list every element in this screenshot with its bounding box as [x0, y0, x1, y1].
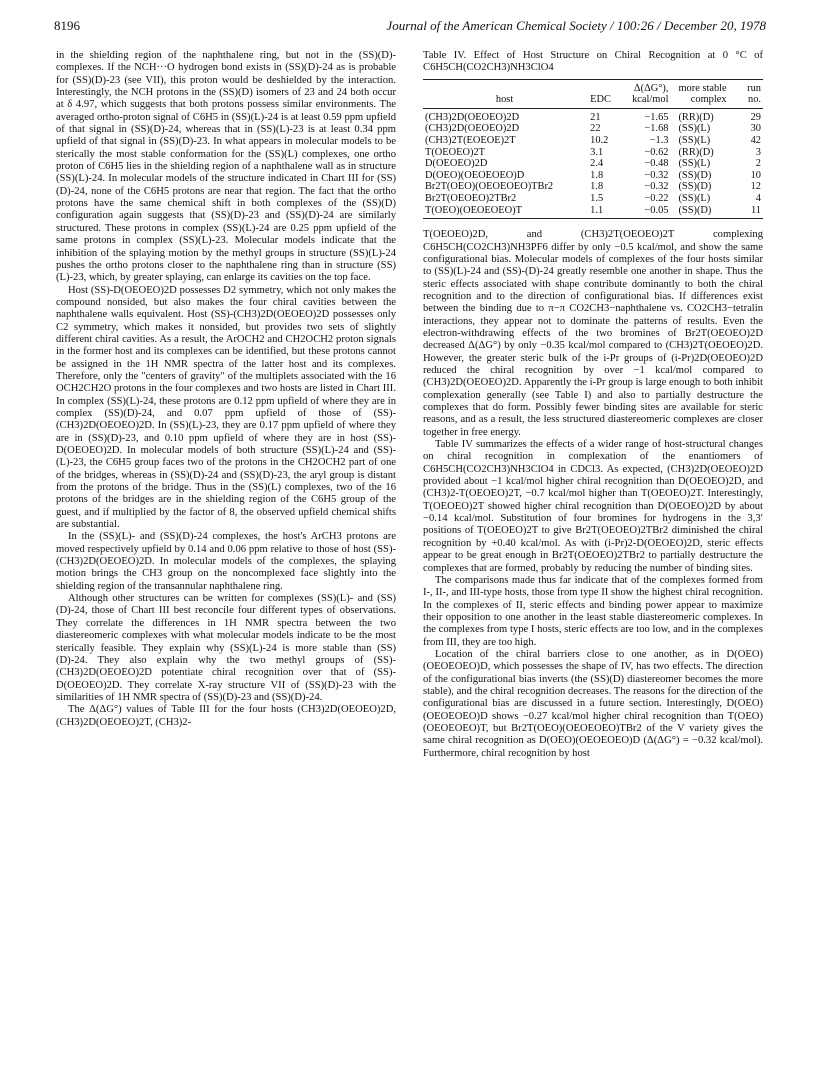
host-cell: Br2T(OEOEO)2TBr2	[425, 193, 517, 205]
run-cell: 30	[750, 123, 761, 135]
page-header	[54, 18, 766, 36]
delta-g-cell: −0.05	[619, 205, 676, 219]
paragraph: Although other structures can be written for complexes (SS)(L)- and (SS)(D)-24, those of Chart III best reconcile four different types of observations. They correlate the differences in 1H NMR spectra between the two diastereomeric complexes with what molecular models indicate to be the most sterically feasible. They explain why (SS)(L)-24 is more stable than (SS)(D)-24. They also explain why the two methyl groups of (SS)-(CH3)2D(OEOEO)2D potentiate chiral recognition over that of (SS)-D(OEOEO)2D. They correlate X-ray structure VII of (SS)(D)-23 with the similarities of 1H NMR spectra of (SS)(D)-23 and (SS)(D)-24.	[56, 593, 396, 703]
paragraph: T(OEOEO)2D, and (CH3)2T(OEOEO)2T complexing C6H5CH(CO2CH3)NH3PF6 differ by only −0.5 kcal/mol, and show the same configurational bias. Molecular models of complexes of the four hosts similar to (SS)(L)-24 and (SS)-(D)-24 greatly resemble one another in shape. Thus the steric effects associated with shape contribute dominantly to both the chiral recognition and to the direction of configurational bias. If differences exist between the binding due to π−π CO2CH3−naphthalene vs. CO2CH3−tetralin interactions, they appear not to dominate the patterns of results. Even the electron-withdrawing effects of the two bromines of Br2T(OEOEO)2D decreased Δ(ΔG°) by only −0.35 kcal/mol compared to (CH3)2T(OEOEO)2D. However, the greater steric bulk of the i-Pr groups of (i-Pr)2D(OEOEO)2D reduced the chiral recognition by over −1 kcal/mol compared to (CH3)2D(OEOEO)2D. Apparently the i-Pr group is large enough to both inhibit complexation generally (see Table I) and also to partially destructure the complexes that do form. Possibly fewer binding sites are available for steric reasons, and as a result, the less structured diastereomeric complexes are closer together in free energy.	[423, 229, 763, 438]
table-header-cell: no.	[741, 94, 763, 108]
delta-g-cell: −0.32	[644, 169, 669, 181]
run-cell: 11	[741, 205, 763, 219]
table-header-cell: EDC	[586, 94, 619, 108]
complex-cell: (SS)(L)	[678, 135, 711, 147]
journal-running-title: Journal of the American Chemical Society / 100:26 / December 20, 1978	[386, 18, 766, 33]
table-header-cell: run	[741, 79, 763, 94]
run-cell: 2	[755, 158, 761, 170]
complex-cell: (SS)(D)	[678, 169, 712, 181]
delta-g-cell: −1.65	[644, 111, 669, 123]
complex-cell: (SS)(D)	[676, 205, 740, 219]
edc-cell: 1.1	[586, 205, 619, 219]
paragraph: Host (SS)-D(OEOEO)2D possesses D2 symmetry, which not only makes the compound nonsided, but also makes the four chiral cavities between the naphthalene walls equivalent. Host (SS)-(CH3)2D(OEOEO)2D possesses only C2 symmetry, which makes it nonsided, but provides two sets of slightly different chiral cavities. As a result, the ArOCH2 and CH2OCH2 proton signals in the former host and its complexes can be identified, but these protons cannot be assigned in the 1H NMR spectra of the latter host and its complexes. Therefore, only the "centers of gravity" of the multiplets associated with the 16 OCH2CH2O protons in the four complexes and two hosts are listed in Chart III. In complex (SS)(L)-24, these protons are 0.12 ppm upfield of where they are in complex (SS)(D)-24, and 0.07 ppm upfield of those of (SS)-(CH3)2D(OEOEO)2D. In (SS)(L)-23, they are 0.17 ppm upfield of where they are in (SS)(D)-23, and 0.10 ppm upfield of where they are in host (SS)-D(OEOEO)2D. In molecular models of both structure (SS)(L)-24 and (SS)-(L)-23, the C6H5 group faces two of the protons in the CH2OCH2 part of one of the bridges, whereas in (SS)(D)-24 and (SS)(D)-23, the aryl group is distant from the protons of the bridge. Thus in the (SS)(L) complexes, two of the 16 protons of the bridges are in the shielding region of the C6H5 group of the guest, and if multiplied by the factor of 8, the observed upfield chemical shifts are substantial.	[56, 284, 396, 531]
table-row	[423, 123, 763, 135]
host-cell: (CH3)2T(EOEOE)2T	[425, 135, 516, 147]
delta-g-cell: −0.22	[644, 193, 669, 205]
complex-cell: (SS)(L)	[678, 158, 711, 170]
host-cell: D(OEO)(OEOEOEO)D	[425, 169, 525, 181]
delta-g-cell: −1.3	[649, 135, 669, 147]
edc-cell: 1.5	[590, 193, 604, 205]
delta-g-cell: −0.48	[644, 158, 669, 170]
complex-cell: (SS)(D)	[678, 181, 712, 193]
paragraph: The Δ(ΔG°) values of Table III for the four hosts (CH3)2D(OEOEO)2D, (CH3)2D(OEOEO)2T, (CH3)2-	[56, 704, 396, 728]
table-caption	[423, 50, 763, 75]
paragraph: in the shielding region of the naphthalene ring, but not in the (SS)(D)-complexes. If the NCH···O hydrogen bond exists in (SS)(D)-24 as is probable for (SS)(D)-23 (see VII), this proton would be deshielded by the interaction. Interestingly, the NCH protons in the (SS)(D) isomers of 23 and 24 both occur at δ 4.97, which suggests that both protons possess similar environments. The averaged ortho-proton signal of C6H5 in (SS)(L)-24 is at least 0.59 ppm upfield of that signal in (SS)(D)-24, whereas that in (SS)(L)-23 is at least 0.34 ppm upfield of that signal in (SS)(D)-23. In what appears in molecular models to be sterically the most stable conformation for the (SS)(L) complexes, one ortho proton of C6H5 lies in the shielding region of a naphthalene wall as in structure (SS)(L)-24. In molecular models of the structure indicated in Chart III for (SS)(D)-24, none of the C6H5 protons are near that region. The fact that the ortho protons have the same chemical shift in both complexes of the (SS)(D) configuration again suggests that (SS)(D)-23 and (SS)(D)-24 are similarly structured. These protons in complex (SS)(L)-24 are 0.25 ppm upfield of the same protons in complex (SS)(L)-23. Molecular models indicate that the inhibition of the splaying motion by the methyl groups in structure (SS)(L)-24 pushes the ortho protons closer to the naphthalene ring than in structure (SS)(L)-23, which, by greater splaying, can enlarge its cavities on the top face.	[56, 50, 396, 284]
run-cell: 42	[750, 135, 761, 147]
results-table	[423, 79, 763, 220]
left-column	[56, 50, 396, 729]
table-header-cell: complex	[676, 94, 740, 108]
table-row	[423, 135, 763, 147]
paragraph: In the (SS)(L)- and (SS)(D)-24 complexes, the host's ArCH3 protons are moved respectively upfield by 0.14 and 0.06 ppm relative to those of host (SS)-(CH3)2D(OEOEO)2D. In molecular models of the complexes, the splaying motion brings the CH3 group on the noncomplexed face slightly into the shielding region of the transannular naphthalene ring.	[56, 531, 396, 592]
host-cell: (CH3)2D(OEOEO)2D	[425, 111, 520, 123]
table-row	[423, 193, 763, 205]
delta-g-cell: −0.62	[644, 146, 669, 158]
host-cell: Br2T(OEO)(OEOEOEO)TBr2	[425, 181, 554, 193]
run-cell: 10	[750, 169, 761, 181]
host-cell: (CH3)2D(OEOEO)2D	[425, 123, 520, 135]
table-row	[423, 158, 763, 170]
table-header-cell: kcal/mol	[619, 94, 676, 108]
paragraph: Table IV summarizes the effects of a wider range of host-structural changes on chiral recognition in complexation of the enantiomers of C6H5CH(CO2CH3)NH3ClO4 in CDCl3. As expected, (CH3)2D(OEOEO)2D provided about −1 kcal/mol higher chiral recognition than D(OEOEO)2D, and (CH3)2-T(OEOEO)2T, −0.7 kcal/mol higher than T(OEOEO)2T. Interestingly, T(OEOEO)2T showed higher chiral recognition than D(OEOEO)2D by about −0.14 kcal/mol. Substitution of four bromines for hydrogens in the 3,3′ positions of T(OEOEO)2T to give Br2T(OEOEO)2TBr2 diminished the chiral recognition by +0.40 kcal/mol. As with (i-Pr)2-D(OEOEO)2D, steric effects appear to be great enough in Br2T(OEOEO)2TBr2 to partially destructure the complexes that are formed, probably by reducing the number of binding sites.	[423, 439, 763, 574]
run-cell: 3	[755, 146, 761, 158]
table-row	[423, 181, 763, 193]
table-row	[423, 205, 763, 219]
edc-cell: 10.2	[590, 135, 609, 147]
edc-cell: 3.1	[590, 146, 604, 158]
edc-cell: 22	[590, 123, 601, 135]
complex-cell: (RR)(D)	[678, 146, 714, 158]
table-header-cell: host	[423, 94, 586, 108]
run-cell: 12	[750, 181, 761, 193]
edc-cell: 1.8	[590, 169, 604, 181]
paragraph: Location of the chiral barriers close to one another, as in D(OEO)(OEOEOEO)D, which possesses the shape of IV, has two effects. The direction of the configurational bias inverts (the (SS)(D) diastereomer becomes the more stable), and the chiral recognition decreases. The reasons for the direction of the configurational bias are discussed in a future section. Interestingly, D(OEO)(OEOEOEO)D shows −0.27 kcal/mol higher chiral recognition than T(OEO)(OEOEOEO)T, but Br2T(OEO)(OEOEOEO)TBr2 of the V variety gives the same chiral recognition as D(OEO)(OEOEOEO)D (Δ(ΔG°) = −0.32 kcal/mol). Furthermore, chiral recognition by host	[423, 648, 763, 759]
table-header-cell: Δ(ΔG°),	[619, 79, 676, 94]
page-number: 8196	[54, 18, 80, 33]
table-header-cell	[423, 79, 586, 94]
host-cell: D(OEOEO)2D	[425, 158, 488, 170]
complex-cell: (SS)(L)	[678, 193, 711, 205]
table-caption-text: Effect of Host Structure on Chiral Recognition at 0 °C of C6H5CH(CO2CH3)NH3ClO4	[423, 50, 763, 74]
complex-cell: (SS)(L)	[678, 123, 711, 135]
run-cell: 29	[750, 111, 761, 123]
paragraph: The comparisons made thus far indicate that of the complexes formed from I-, II-, and III-type hosts, those from type II show the highest chiral recognition. In the complexes of II, steric effects and binding power appear to maximize their opposition to one another in the least stable diastereomeric complexes. In the complexes from type I hosts, steric effects are too low, and in the complexes from III, they are too high.	[423, 574, 763, 648]
delta-g-cell: −1.68	[644, 123, 669, 135]
table-row	[423, 108, 763, 123]
edc-cell: 2.4	[590, 158, 604, 170]
right-column	[423, 50, 763, 760]
table-row	[423, 170, 763, 182]
table-label: Table IV.	[423, 50, 467, 61]
host-cell: T(OEO)(OEOEOEO)T	[423, 205, 586, 219]
table-row	[423, 147, 763, 159]
table-header-cell	[586, 79, 619, 94]
edc-cell: 1.8	[590, 181, 604, 193]
edc-cell: 21	[590, 111, 601, 123]
host-cell: T(OEOEO)2T	[425, 146, 486, 158]
run-cell: 4	[755, 193, 761, 205]
delta-g-cell: −0.32	[644, 181, 669, 193]
table-header-cell: more stable	[676, 79, 740, 94]
complex-cell: (RR)(D)	[678, 111, 714, 123]
